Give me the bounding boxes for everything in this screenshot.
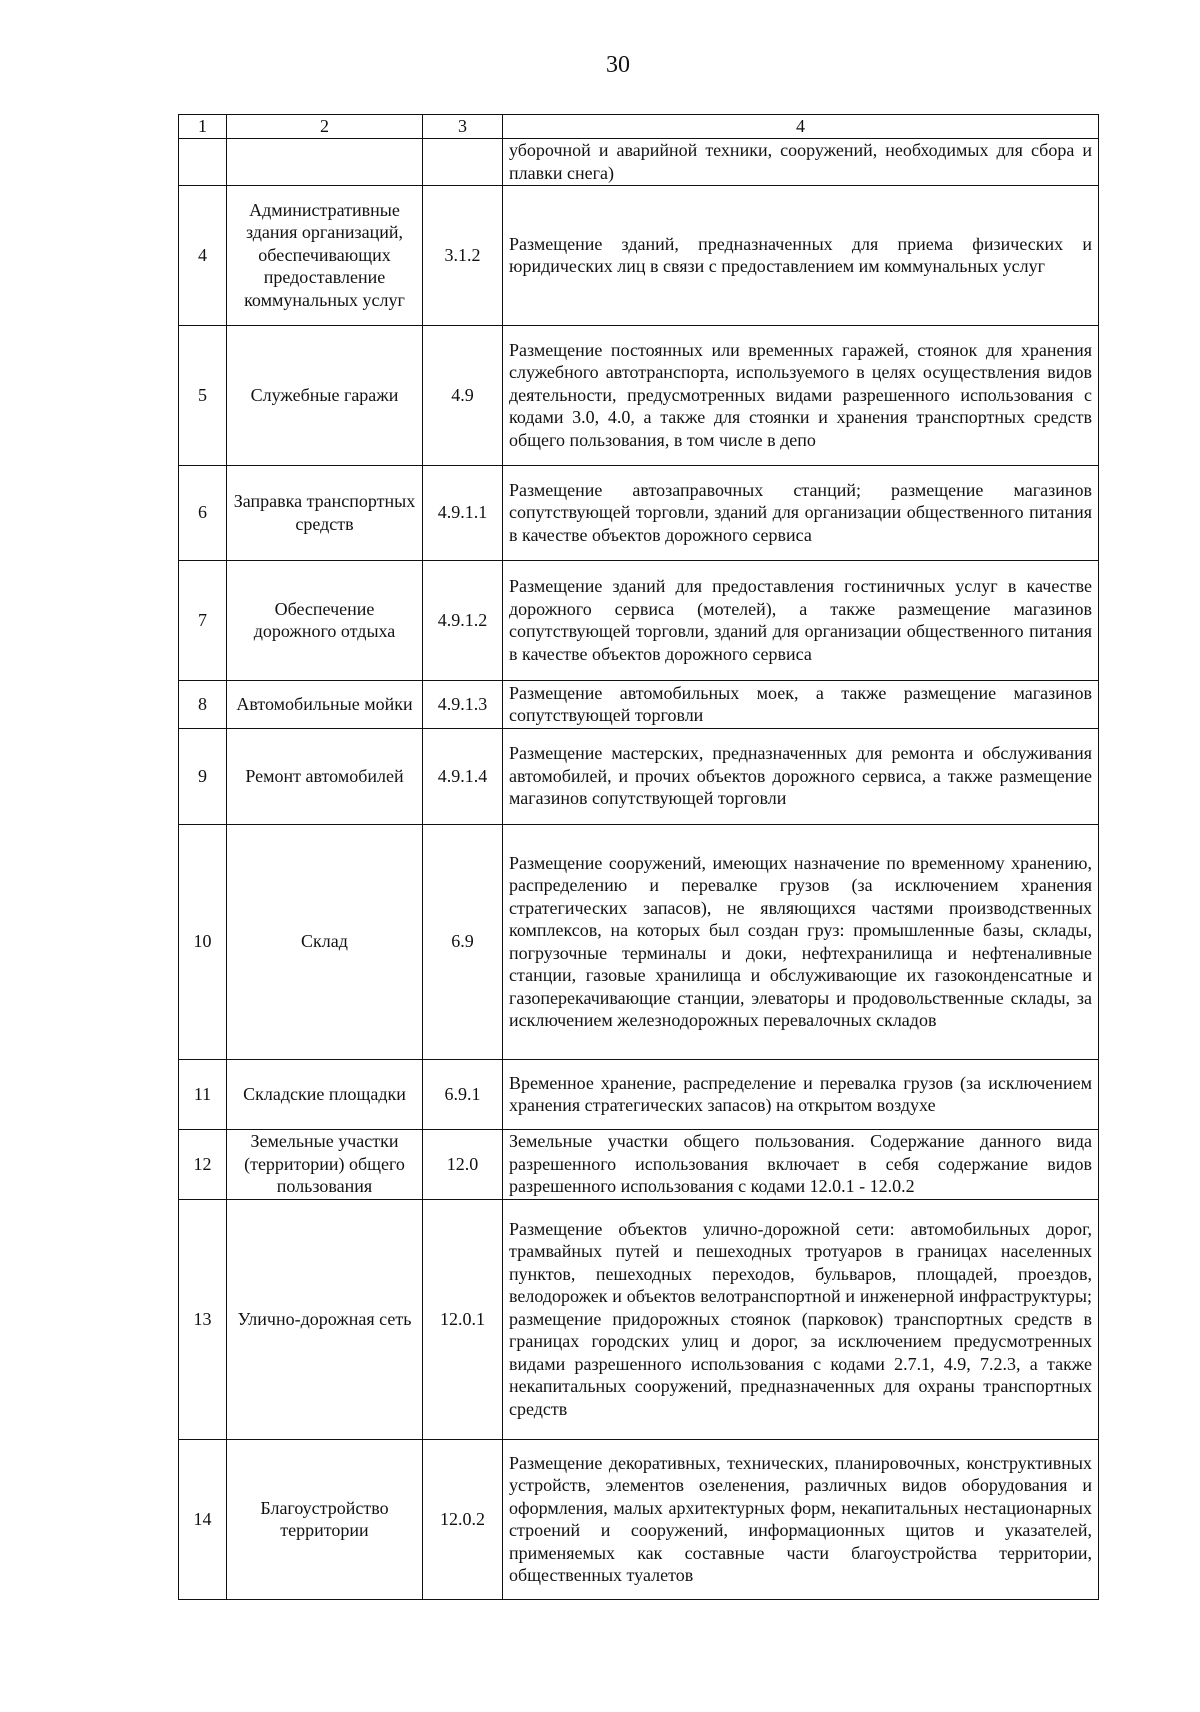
row-number: 14 — [179, 1439, 227, 1599]
use-type-code: 4.9 — [423, 325, 503, 465]
row-number: 13 — [179, 1199, 227, 1439]
use-type-code — [423, 138, 503, 185]
use-type-code: 4.9.1.1 — [423, 465, 503, 560]
use-type-name: Ремонт автомобилей — [227, 728, 423, 824]
table-row — [179, 1059, 1099, 1129]
table-row — [179, 1129, 1099, 1199]
column-header: 4 — [503, 115, 1099, 139]
table-row — [179, 138, 1099, 185]
use-type-description: Размещение автомобильных моек, а также размещение магазинов сопутствующей торговли — [503, 680, 1099, 728]
use-type-name: Заправка транспортных средств — [227, 465, 423, 560]
row-number — [179, 138, 227, 185]
row-number: 4 — [179, 185, 227, 325]
table-header-row — [179, 115, 1099, 139]
use-type-description: Временное хранение, распределение и перевалка грузов (за исключением хранения стратегических запасов) на открытом воздухе — [503, 1059, 1099, 1129]
use-type-name: Земельные участки (территории) общего пользования — [227, 1129, 423, 1199]
use-type-code: 12.0 — [423, 1129, 503, 1199]
row-number: 6 — [179, 465, 227, 560]
table-row — [179, 185, 1099, 325]
use-type-code: 6.9 — [423, 824, 503, 1059]
row-number: 8 — [179, 680, 227, 728]
use-type-description: уборочной и аварийной техники, сооружений, необходимых для сбора и плавки снега) — [503, 138, 1099, 185]
row-number: 11 — [179, 1059, 227, 1129]
table-row — [179, 824, 1099, 1059]
use-type-code: 4.9.1.3 — [423, 680, 503, 728]
column-header: 3 — [423, 115, 503, 139]
row-number: 7 — [179, 560, 227, 680]
row-number: 12 — [179, 1129, 227, 1199]
table-row — [179, 1439, 1099, 1599]
use-type-name — [227, 138, 423, 185]
use-type-name: Улично-дорожная сеть — [227, 1199, 423, 1439]
use-type-name: Складские площадки — [227, 1059, 423, 1129]
use-type-description: Размещение зданий, предназначенных для приема физических и юридических лиц в связи с предоставлением им коммунальных услуг — [503, 185, 1099, 325]
use-type-name: Автомобильные мойки — [227, 680, 423, 728]
use-type-code: 3.1.2 — [423, 185, 503, 325]
land-use-table — [178, 114, 1099, 1600]
use-type-description: Земельные участки общего пользования. Содержание данного вида разрешенного использования включает в себя содержание видов разрешенного использования с кодами 12.0.1 - 12.0.2 — [503, 1129, 1099, 1199]
row-number: 5 — [179, 325, 227, 465]
table-row — [179, 325, 1099, 465]
table-row — [179, 560, 1099, 680]
table-row — [179, 1199, 1099, 1439]
column-header: 1 — [179, 115, 227, 139]
row-number: 10 — [179, 824, 227, 1059]
use-type-description: Размещение зданий для предоставления гостиничных услуг в качестве дорожного сервиса (мотелей), а также размещение магазинов сопутствующей торговли, зданий для организации общественного питания в качестве объектов дорожного сервиса — [503, 560, 1099, 680]
use-type-description: Размещение автозаправочных станций; размещение магазинов сопутствующей торговли, зданий для организации общественного питания в качестве объектов дорожного сервиса — [503, 465, 1099, 560]
use-type-code: 12.0.1 — [423, 1199, 503, 1439]
use-type-description: Размещение объектов улично-дорожной сети: автомобильных дорог, трамвайных путей и пешеходных тротуаров в границах населенных пунктов, пешеходных переходов, бульваров, площадей, проездов, велодорожек и объектов велотранспортной и инженерной инфраструктуры; размещение придорожных стоянок (парковок) транспортных средств в границах городских улиц и дорог, за исключением предусмотренных видами разрешенного использования с кодами 2.7.1, 4.9, 7.2.3, а также некапитальных сооружений, предназначенных для охраны транспортных средств — [503, 1199, 1099, 1439]
use-type-name: Административные здания организаций, обеспечивающих предоставление коммунальных услуг — [227, 185, 423, 325]
use-type-name: Обеспечение дорожного отдыха — [227, 560, 423, 680]
use-type-code: 6.9.1 — [423, 1059, 503, 1129]
use-type-description: Размещение постоянных или временных гаражей, стоянок для хранения служебного автотранспорта, используемого в целях осуществления видов деятельности, предусмотренных видами разрешенного использования с кодами 3.0, 4.0, а также для стоянки и хранения транспортных средств общего пользования, в том числе в депо — [503, 325, 1099, 465]
table-row — [179, 680, 1099, 728]
use-type-name: Служебные гаражи — [227, 325, 423, 465]
table-row — [179, 465, 1099, 560]
use-type-code: 4.9.1.4 — [423, 728, 503, 824]
use-type-code: 4.9.1.2 — [423, 560, 503, 680]
use-type-description: Размещение сооружений, имеющих назначение по временному хранению, распределению и перевалке грузов (за исключением хранения стратегических запасов), не являющихся частями производственных комплексов, на которых был создан груз: промышленные базы, склады, погрузочные терминалы и доки, нефтехранилища и нефтеналивные станции, газовые хранилища и обслуживающие их газоконденсатные и газоперекачивающие станции, элеваторы и продовольственные склады, за исключением железнодорожных перевалочных складов — [503, 824, 1099, 1059]
column-header: 2 — [227, 115, 423, 139]
page-number: 30 — [606, 52, 630, 78]
use-type-code: 12.0.2 — [423, 1439, 503, 1599]
use-type-name: Благоустройство территории — [227, 1439, 423, 1599]
use-type-description: Размещение декоративных, технических, планировочных, конструктивных устройств, элементов озеленения, различных видов оборудования и оформления, малых архитектурных форм, некапитальных нестационарных строений и сооружений, информационных щитов и указателей, применяемых как составные части благоустройства территории, общественных туалетов — [503, 1439, 1099, 1599]
table-row — [179, 728, 1099, 824]
use-type-description: Размещение мастерских, предназначенных для ремонта и обслуживания автомобилей, и прочих объектов дорожного сервиса, а также размещение магазинов сопутствующей торговли — [503, 728, 1099, 824]
row-number: 9 — [179, 728, 227, 824]
use-type-name: Склад — [227, 824, 423, 1059]
